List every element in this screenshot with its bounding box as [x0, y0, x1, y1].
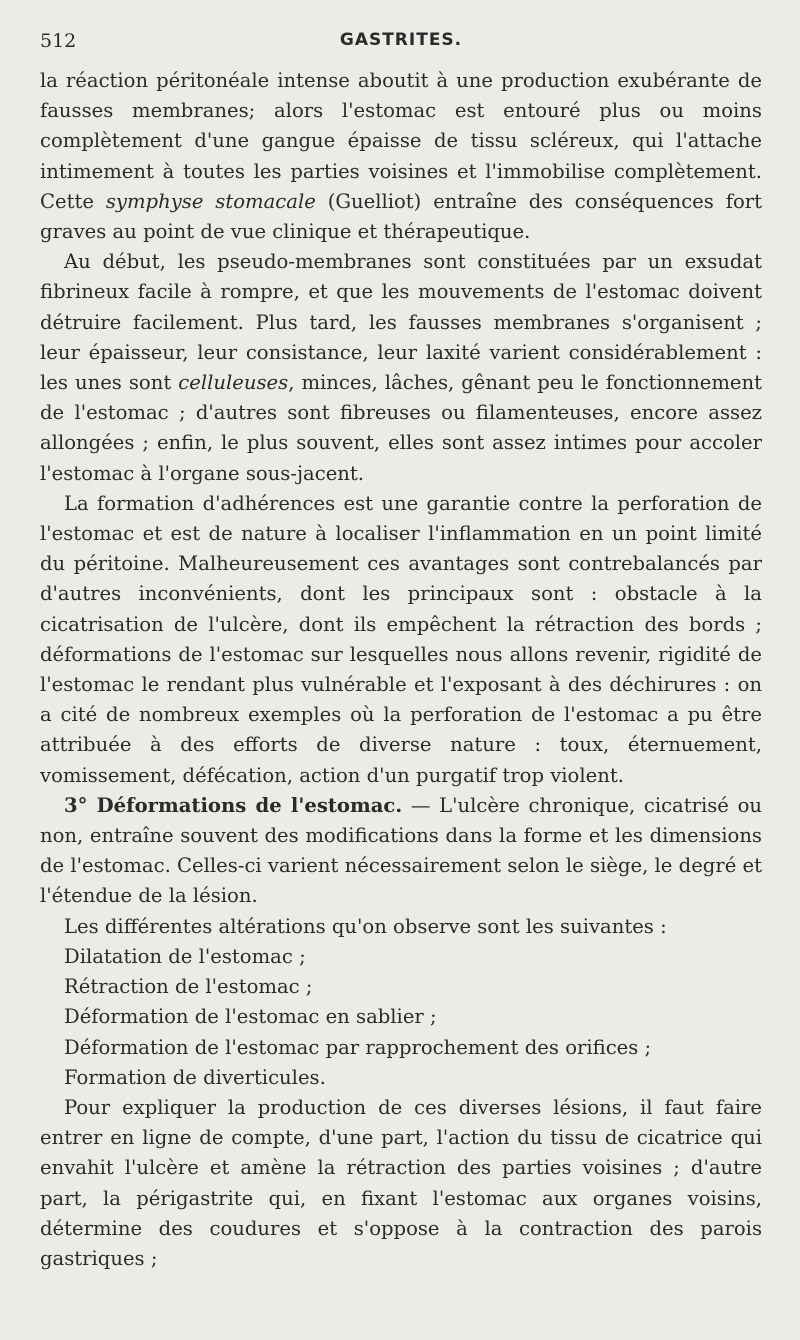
paragraph-4-text: — L'ulcère chronique, cicatrisé ou non, entraîne souvent des modifications dans la forme et les dimensions de l'estomac. Celles-ci varient nécessairement selon le siège, le degré et l'étendue de la lésion.	[40, 793, 762, 908]
running-title: GASTRITES.	[339, 30, 463, 50]
paragraph-1	[40, 66, 762, 247]
section-title: 3° Déformations de l'estomac.	[64, 793, 403, 817]
list-item: Déformation de l'estomac par rapprochement des orifices ;	[64, 1035, 652, 1059]
paragraph-5: Les différentes altérations qu'on observe sont les suivantes :	[64, 914, 667, 938]
paragraph-2-text-b: , minces, lâches, gênant peu le fonctionnement de l'estomac ; d'autres sont fibreuses ou filamenteuses, encore assez allongées ; enfin, le plus souvent, elles sont assez intimes pour accoler l'estomac à l'organe sous-jacent.	[40, 371, 762, 485]
paragraph-6: Pour expliquer la production de ces diverses lésions, il faut faire entrer en ligne de compte, d'une part, l'action du tissu de cicatrice qui envahit l'ulcère et amène la rétraction des parties voisines ; d'autre part, la périgastrite qui, en fixant l'estomac aux organes voisins, détermine des coudures et s'oppose à la contraction des parois gastriques ;	[40, 1095, 762, 1270]
list-item: Déformation de l'estomac en sablier ;	[64, 1005, 437, 1029]
paragraph-2-text-a: Au début, les pseudo-membranes sont constituées par un exsudat fibrineux facile à rompre, et que les mouvements de l'estomac doivent détruire facilement. Plus tard, les fausses membranes s'organisent ; leur épaisseur, leur consistance, leur laxité varient considérablement : les unes sont	[40, 250, 762, 395]
list-item: Formation de diverticules.	[64, 1065, 326, 1089]
page-header	[40, 26, 762, 58]
paragraph-1-text-a: la réaction péritonéale intense aboutit à une production exubérante de fausses membranes; alors l'estomac est entouré plus ou moins complètement d'une gangue épaisse de tissu scléreux, qui l'attache intimement à toutes les parties voisines et l'immobilise complètement. Cette	[40, 69, 762, 213]
paragraph-1-text-b: (Guelliot) entraîne des conséquences fort graves au point de vue clinique et thérapeutique.	[40, 189, 762, 244]
list-item: Rétraction de l'estomac ;	[64, 975, 313, 999]
paragraph-2	[40, 247, 762, 489]
paragraph-3: La formation d'adhérences est une garantie contre la perforation de l'estomac et est de nature à localiser l'inflammation en un point limité du péritoine. Malheureusement ces avantages sont contrebalancés par d'autres inconvénients, dont les principaux sont : obstacle à la cicatrisation de l'ulcère, dont ils empêchent la rétraction des bords ; déformations de l'estomac sur lesquelles nous allons revenir, rigidité de l'estomac le rendant plus vulnérable et l'exposant à des déchirures : on a cité de nombreux exemples où la perforation de l'estomac a pu être attribuée à des efforts de diverse nature : toux, éternuement, vomissement, défécation, action d'un purgatif trop violent.	[40, 491, 762, 787]
body-text	[40, 66, 762, 1274]
paragraph-4	[40, 791, 762, 912]
list-item: Dilatation de l'estomac ;	[64, 944, 306, 968]
paragraph-1-emphasis: symphyse stomacale	[105, 189, 316, 213]
paragraph-2-emphasis: celluleuses	[178, 371, 289, 395]
page-number: 512	[40, 30, 77, 52]
